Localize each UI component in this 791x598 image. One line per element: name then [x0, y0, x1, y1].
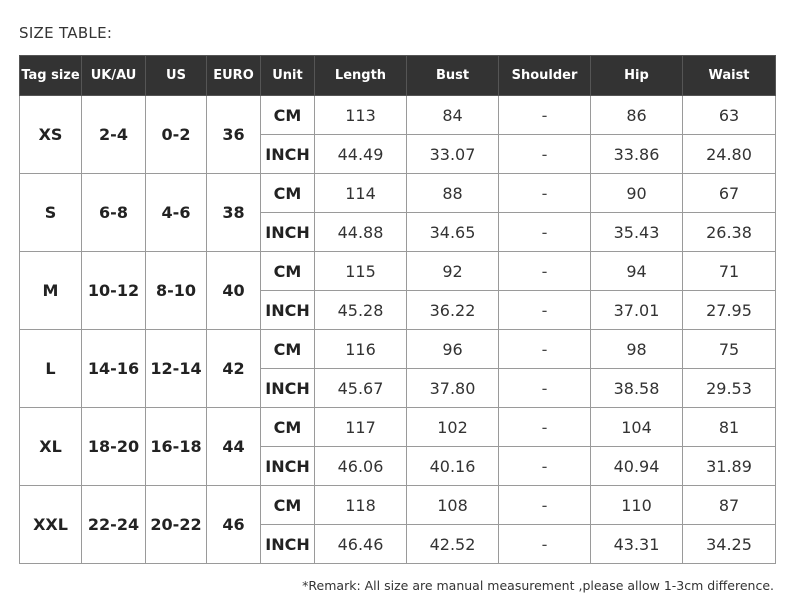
waist-cell: 34.25 — [683, 525, 776, 564]
euro-cell: 42 — [207, 330, 261, 408]
hip-cell: 86 — [591, 96, 683, 135]
hip-cell: 104 — [591, 408, 683, 447]
table-row — [20, 96, 776, 135]
tag-size-cell: XS — [20, 96, 82, 174]
shoulder-cell: - — [499, 174, 591, 213]
euro-cell: 40 — [207, 252, 261, 330]
us-cell: 20-22 — [146, 486, 207, 564]
uk-au-cell: 18-20 — [82, 408, 146, 486]
us-cell: 12-14 — [146, 330, 207, 408]
hip-cell: 90 — [591, 174, 683, 213]
header-us: US — [146, 56, 207, 96]
shoulder-cell: - — [499, 291, 591, 330]
length-cell: 116 — [315, 330, 407, 369]
hip-cell: 37.01 — [591, 291, 683, 330]
bust-cell: 36.22 — [407, 291, 499, 330]
table-row — [20, 486, 776, 525]
euro-cell: 36 — [207, 96, 261, 174]
waist-cell: 75 — [683, 330, 776, 369]
uk-au-cell: 6-8 — [82, 174, 146, 252]
shoulder-cell: - — [499, 447, 591, 486]
uk-au-cell: 2-4 — [82, 96, 146, 174]
hip-cell: 94 — [591, 252, 683, 291]
uk-au-cell: 10-12 — [82, 252, 146, 330]
shoulder-cell: - — [499, 486, 591, 525]
size-table-body — [20, 96, 776, 564]
shoulder-cell: - — [499, 96, 591, 135]
header-uk-au: UK/AU — [82, 56, 146, 96]
length-cell: 114 — [315, 174, 407, 213]
us-cell: 0-2 — [146, 96, 207, 174]
page-title: SIZE TABLE: — [19, 24, 113, 42]
header-unit: Unit — [261, 56, 315, 96]
table-row — [20, 174, 776, 213]
bust-cell: 88 — [407, 174, 499, 213]
waist-cell: 26.38 — [683, 213, 776, 252]
header-hip: Hip — [591, 56, 683, 96]
unit-cell: INCH — [261, 525, 315, 564]
remark-note: *Remark: All size are manual measurement ,please allow 1-3cm difference. — [302, 578, 774, 593]
us-cell: 4-6 — [146, 174, 207, 252]
header-row — [20, 56, 776, 96]
waist-cell: 81 — [683, 408, 776, 447]
header-euro: EURO — [207, 56, 261, 96]
bust-cell: 96 — [407, 330, 499, 369]
waist-cell: 87 — [683, 486, 776, 525]
waist-cell: 24.80 — [683, 135, 776, 174]
euro-cell: 44 — [207, 408, 261, 486]
table-row — [20, 408, 776, 447]
unit-cell: INCH — [261, 135, 315, 174]
euro-cell: 46 — [207, 486, 261, 564]
header-tag-size: Tag size — [20, 56, 82, 96]
tag-size-cell: M — [20, 252, 82, 330]
unit-cell: CM — [261, 96, 315, 135]
bust-cell: 37.80 — [407, 369, 499, 408]
waist-cell: 27.95 — [683, 291, 776, 330]
length-cell: 46.46 — [315, 525, 407, 564]
waist-cell: 29.53 — [683, 369, 776, 408]
euro-cell: 38 — [207, 174, 261, 252]
length-cell: 44.88 — [315, 213, 407, 252]
hip-cell: 43.31 — [591, 525, 683, 564]
header-bust: Bust — [407, 56, 499, 96]
length-cell: 118 — [315, 486, 407, 525]
shoulder-cell: - — [499, 135, 591, 174]
bust-cell: 84 — [407, 96, 499, 135]
bust-cell: 102 — [407, 408, 499, 447]
bust-cell: 40.16 — [407, 447, 499, 486]
shoulder-cell: - — [499, 213, 591, 252]
unit-cell: INCH — [261, 447, 315, 486]
tag-size-cell: XL — [20, 408, 82, 486]
unit-cell: CM — [261, 252, 315, 291]
us-cell: 16-18 — [146, 408, 207, 486]
unit-cell: INCH — [261, 369, 315, 408]
tag-size-cell: L — [20, 330, 82, 408]
us-cell: 8-10 — [146, 252, 207, 330]
size-table — [19, 55, 776, 564]
hip-cell: 110 — [591, 486, 683, 525]
shoulder-cell: - — [499, 369, 591, 408]
shoulder-cell: - — [499, 252, 591, 291]
shoulder-cell: - — [499, 408, 591, 447]
tag-size-cell: XXL — [20, 486, 82, 564]
unit-cell: CM — [261, 486, 315, 525]
hip-cell: 98 — [591, 330, 683, 369]
bust-cell: 42.52 — [407, 525, 499, 564]
uk-au-cell: 22-24 — [82, 486, 146, 564]
waist-cell: 71 — [683, 252, 776, 291]
hip-cell: 40.94 — [591, 447, 683, 486]
length-cell: 115 — [315, 252, 407, 291]
length-cell: 45.28 — [315, 291, 407, 330]
bust-cell: 33.07 — [407, 135, 499, 174]
unit-cell: CM — [261, 408, 315, 447]
length-cell: 113 — [315, 96, 407, 135]
unit-cell: CM — [261, 174, 315, 213]
table-row — [20, 330, 776, 369]
waist-cell: 63 — [683, 96, 776, 135]
hip-cell: 33.86 — [591, 135, 683, 174]
shoulder-cell: - — [499, 330, 591, 369]
waist-cell: 67 — [683, 174, 776, 213]
length-cell: 117 — [315, 408, 407, 447]
header-length: Length — [315, 56, 407, 96]
unit-cell: INCH — [261, 213, 315, 252]
header-waist: Waist — [683, 56, 776, 96]
unit-cell: CM — [261, 330, 315, 369]
length-cell: 44.49 — [315, 135, 407, 174]
bust-cell: 92 — [407, 252, 499, 291]
length-cell: 45.67 — [315, 369, 407, 408]
header-shoulder: Shoulder — [499, 56, 591, 96]
bust-cell: 34.65 — [407, 213, 499, 252]
bust-cell: 108 — [407, 486, 499, 525]
table-row — [20, 252, 776, 291]
hip-cell: 38.58 — [591, 369, 683, 408]
length-cell: 46.06 — [315, 447, 407, 486]
tag-size-cell: S — [20, 174, 82, 252]
shoulder-cell: - — [499, 525, 591, 564]
waist-cell: 31.89 — [683, 447, 776, 486]
hip-cell: 35.43 — [591, 213, 683, 252]
uk-au-cell: 14-16 — [82, 330, 146, 408]
unit-cell: INCH — [261, 291, 315, 330]
